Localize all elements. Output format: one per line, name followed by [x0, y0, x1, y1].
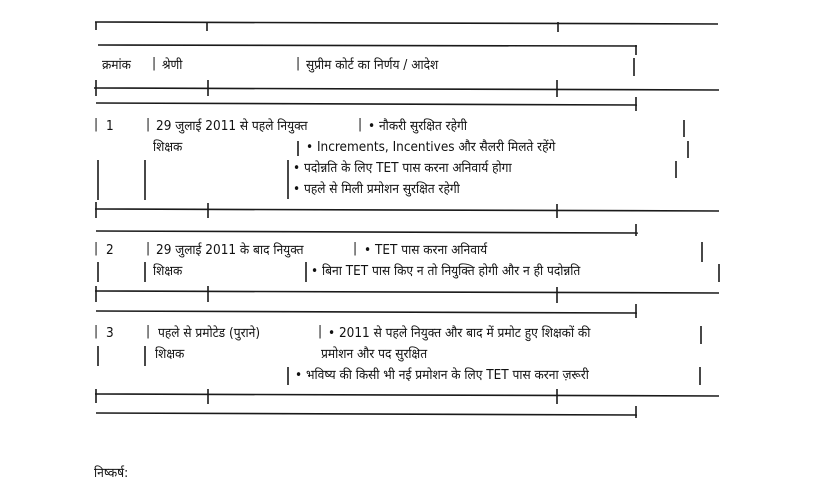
- header-serial: क्रमांक: [102, 58, 131, 73]
- row-2-category-line-2: शिक्षक: [153, 264, 183, 279]
- row-2-category-line-1: 29 जुलाई 2011 के बाद नियुक्त: [156, 243, 304, 258]
- row-separator: |: [353, 241, 358, 256]
- row-3-point-1: • 2011 से पहले नियुक्त और बाद में प्रमोट हुए शिक्षकों की: [328, 326, 591, 341]
- row-2-point-1: • TET पास करना अनिवार्य: [364, 243, 488, 258]
- row-border: |: [94, 324, 99, 339]
- row-separator: |: [318, 324, 323, 339]
- row-separator: |: [146, 324, 151, 339]
- row-1-category-line-1: 29 जुलाई 2011 से पहले नियुक्त: [156, 119, 308, 134]
- row-2-serial: 2: [106, 243, 114, 258]
- row-3-point-1-continued: प्रमोशन और पद सुरक्षित: [321, 347, 428, 362]
- row-1-point-4: • पहले से मिली प्रमोशन सुरक्षित रहेगी: [293, 182, 460, 197]
- conclusion-label: निष्कर्ष:: [94, 466, 129, 481]
- row-1-point-1: • नौकरी सुरक्षित रहेगी: [368, 119, 467, 134]
- row-border: |: [94, 117, 99, 132]
- header-separator: |: [152, 56, 157, 71]
- row-1-category-line-2: शिक्षक: [153, 140, 183, 155]
- row-1-point-3: • पदोन्नति के लिए TET पास करना अनिवार्य होगा: [293, 161, 512, 176]
- row-2-point-2: • बिना TET पास किए न तो नियुक्ति होगी और न ही पदोन्नति: [311, 264, 581, 279]
- row-3-point-2: • भविष्य की किसी भी नई प्रमोशन के लिए TET पास करना ज़रूरी: [295, 368, 589, 383]
- row-3-category-line-2: शिक्षक: [155, 347, 185, 362]
- row-separator: |: [146, 241, 151, 256]
- row-border: |: [94, 241, 99, 256]
- row-separator: |: [146, 117, 151, 132]
- row-separator: |: [358, 117, 363, 132]
- header-separator: |: [296, 56, 301, 71]
- header-decision: सुप्रीम कोर्ट का निर्णय / आदेश: [306, 58, 439, 73]
- row-3-category-line-1: पहले से प्रमोटेड (पुराने): [158, 326, 261, 341]
- row-3-serial: 3: [106, 326, 114, 341]
- row-1-serial: 1: [106, 119, 114, 134]
- header-category: श्रेणी: [162, 58, 183, 73]
- row-1-point-2: • Increments, Incentives और सैलरी मिलते रहेंगे: [306, 140, 556, 155]
